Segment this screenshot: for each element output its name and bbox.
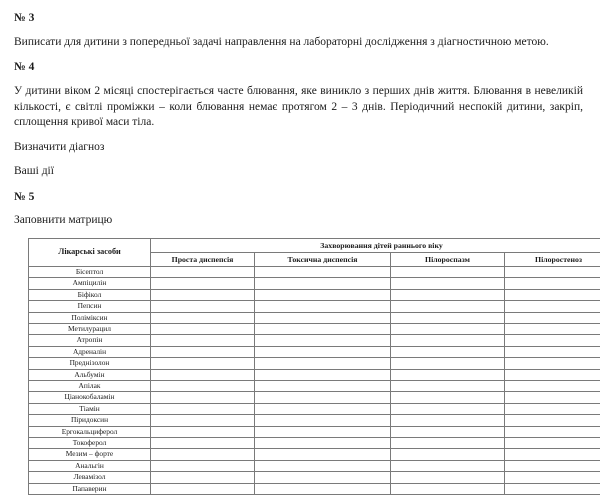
matrix-cell[interactable] [505, 358, 600, 369]
matrix-row-label: Токоферол [29, 437, 151, 448]
matrix-table-head [29, 238, 600, 266]
matrix-row-label-header: Лікарські засоби [29, 238, 151, 266]
matrix-cell[interactable] [391, 323, 505, 334]
matrix-cell[interactable] [151, 426, 255, 437]
matrix-cell[interactable] [505, 346, 600, 357]
matrix-row-label: Поліміксин [29, 312, 151, 323]
matrix-cell[interactable] [255, 369, 391, 380]
matrix-cell[interactable] [505, 266, 600, 277]
matrix-cell[interactable] [391, 415, 505, 426]
matrix-row-label: Ергокальциферол [29, 426, 151, 437]
matrix-cell[interactable] [151, 289, 255, 300]
matrix-cell[interactable] [151, 403, 255, 414]
matrix-cell[interactable] [255, 335, 391, 346]
matrix-row-label: Альбумін [29, 369, 151, 380]
matrix-cell[interactable] [391, 472, 505, 483]
matrix-row-label: Пепсин [29, 301, 151, 312]
task-4-prompt-diagnosis: Визначити діагноз [14, 140, 105, 153]
matrix-cell[interactable] [391, 403, 505, 414]
matrix-column-header-pilorostenoz: Пілоростеноз [505, 252, 600, 266]
matrix-cell[interactable] [505, 437, 600, 448]
matrix-cell[interactable] [255, 301, 391, 312]
table-row [29, 437, 600, 448]
matrix-cell[interactable] [255, 426, 391, 437]
matrix-cell[interactable] [391, 266, 505, 277]
matrix-row-label: Мезим – форте [29, 449, 151, 460]
matrix-cell[interactable] [255, 437, 391, 448]
matrix-cell[interactable] [391, 301, 505, 312]
table-row [29, 460, 600, 471]
matrix-cell[interactable] [505, 335, 600, 346]
matrix-group-header: Захворювання дітей раннього віку [151, 238, 600, 252]
matrix-cell[interactable] [151, 437, 255, 448]
matrix-cell[interactable] [391, 437, 505, 448]
matrix-cell[interactable] [391, 483, 505, 494]
table-row [29, 335, 600, 346]
table-row [29, 369, 600, 380]
matrix-cell[interactable] [391, 460, 505, 471]
task-4-prompt-actions: Ваші дії [14, 165, 54, 178]
matrix-cell[interactable] [255, 449, 391, 460]
matrix-row-label: Атропін [29, 335, 151, 346]
matrix-cell[interactable] [151, 278, 255, 289]
matrix-header-row-group [29, 238, 600, 252]
matrix-cell[interactable] [505, 312, 600, 323]
matrix-row-label: Анальгін [29, 460, 151, 471]
matrix-cell[interactable] [391, 392, 505, 403]
matrix-cell[interactable] [151, 449, 255, 460]
matrix-cell[interactable] [391, 346, 505, 357]
matrix-cell[interactable] [505, 403, 600, 414]
table-row [29, 380, 600, 391]
matrix-row-label: Бісептол [29, 266, 151, 277]
table-row [29, 403, 600, 414]
table-row [29, 449, 600, 460]
matrix-cell[interactable] [151, 323, 255, 334]
table-row [29, 289, 600, 300]
matrix-row-label: Біфікол [29, 289, 151, 300]
matrix-cell[interactable] [505, 323, 600, 334]
task-4-body: У дитини віком 2 місяці спостерігається часте блювання, яке виникло з перших днів життя. Блювання в невеликій кількості, є світлі проміжки – коли блювання немає протягом 2 – 3 днів. Періодичний неспокій дитини, закріп, сплощення кривої маси тіла. [14, 85, 583, 129]
matrix-row-label: Апілак [29, 380, 151, 391]
matrix-cell[interactable] [505, 392, 600, 403]
matrix-cell[interactable] [391, 380, 505, 391]
matrix-cell[interactable] [505, 483, 600, 494]
matrix-cell[interactable] [391, 335, 505, 346]
table-row [29, 346, 600, 357]
matrix-cell[interactable] [255, 460, 391, 471]
task-4-number: № 4 [14, 61, 35, 74]
matrix-row-label: Левамізол [29, 472, 151, 483]
matrix-cell[interactable] [391, 312, 505, 323]
matrix-cell[interactable] [505, 460, 600, 471]
task-5-body: Заповнити матрицю [14, 214, 113, 227]
table-row [29, 415, 600, 426]
table-row [29, 483, 600, 494]
matrix-cell[interactable] [151, 472, 255, 483]
matrix-cell[interactable] [151, 346, 255, 357]
matrix-row-label: Адреналін [29, 346, 151, 357]
matrix-row-label: Ампіцилін [29, 278, 151, 289]
matrix-cell[interactable] [151, 415, 255, 426]
matrix-cell[interactable] [505, 369, 600, 380]
table-row [29, 323, 600, 334]
matrix-cell[interactable] [391, 449, 505, 460]
matrix-cell[interactable] [505, 301, 600, 312]
matrix-table-body [29, 266, 600, 494]
matrix-row-label: Тіамін [29, 403, 151, 414]
matrix-cell[interactable] [505, 415, 600, 426]
matrix-cell[interactable] [255, 392, 391, 403]
matrix-cell[interactable] [391, 278, 505, 289]
matrix-column-header-toksychna-dyspepsia: Токсична диспепсія [255, 252, 391, 266]
matrix-cell[interactable] [255, 415, 391, 426]
matrix-cell[interactable] [255, 472, 391, 483]
matrix-cell[interactable] [151, 369, 255, 380]
table-row [29, 426, 600, 437]
table-row [29, 472, 600, 483]
task-5-number: № 5 [14, 190, 35, 203]
table-row [29, 278, 600, 289]
table-row [29, 358, 600, 369]
matrix-row-label: Ціанокобаламін [29, 392, 151, 403]
matrix-cell[interactable] [255, 483, 391, 494]
matrix-cell[interactable] [255, 403, 391, 414]
matrix-cell[interactable] [151, 460, 255, 471]
matrix-cell[interactable] [255, 380, 391, 391]
table-row [29, 312, 600, 323]
matrix-cell[interactable] [391, 289, 505, 300]
matrix-cell[interactable] [151, 266, 255, 277]
matrix-cell[interactable] [505, 289, 600, 300]
matrix-column-header-pilorospazm: Пілороспазм [391, 252, 505, 266]
table-row [29, 392, 600, 403]
matrix-cell[interactable] [391, 369, 505, 380]
task-3-body: Виписати для дитини з попередньої задачі направлення на лабораторні дослідження з діагностичною метою. [14, 35, 549, 48]
matrix-cell[interactable] [255, 289, 391, 300]
matrix-cell[interactable] [255, 266, 391, 277]
matrix-cell[interactable] [255, 278, 391, 289]
matrix-cell[interactable] [151, 392, 255, 403]
matrix-cell[interactable] [255, 358, 391, 369]
matrix-cell[interactable] [505, 449, 600, 460]
matrix-row-label: Піридоксин [29, 415, 151, 426]
matrix-cell[interactable] [505, 380, 600, 391]
table-row [29, 266, 600, 277]
matrix-cell[interactable] [255, 346, 391, 357]
matrix-row-label: Метилурацил [29, 323, 151, 334]
matrix-cell[interactable] [391, 358, 505, 369]
matrix-table-wrapper [28, 238, 583, 495]
matrix-column-header-prosta-dyspepsia: Проста диспепсія [151, 252, 255, 266]
task-3-number: № 3 [14, 12, 35, 24]
matrix-cell[interactable] [151, 483, 255, 494]
matrix-cell[interactable] [151, 335, 255, 346]
matrix-cell[interactable] [505, 472, 600, 483]
matrix-cell[interactable] [391, 426, 505, 437]
matrix-cell[interactable] [151, 312, 255, 323]
matrix-row-label: Папаверин [29, 483, 151, 494]
matrix-cell[interactable] [255, 323, 391, 334]
matrix-cell[interactable] [255, 312, 391, 323]
matrix-table [28, 238, 600, 495]
matrix-cell[interactable] [151, 380, 255, 391]
matrix-cell[interactable] [505, 278, 600, 289]
matrix-cell[interactable] [151, 358, 255, 369]
table-row [29, 301, 600, 312]
matrix-row-label: Преднізолон [29, 358, 151, 369]
matrix-cell[interactable] [505, 426, 600, 437]
matrix-cell[interactable] [151, 301, 255, 312]
